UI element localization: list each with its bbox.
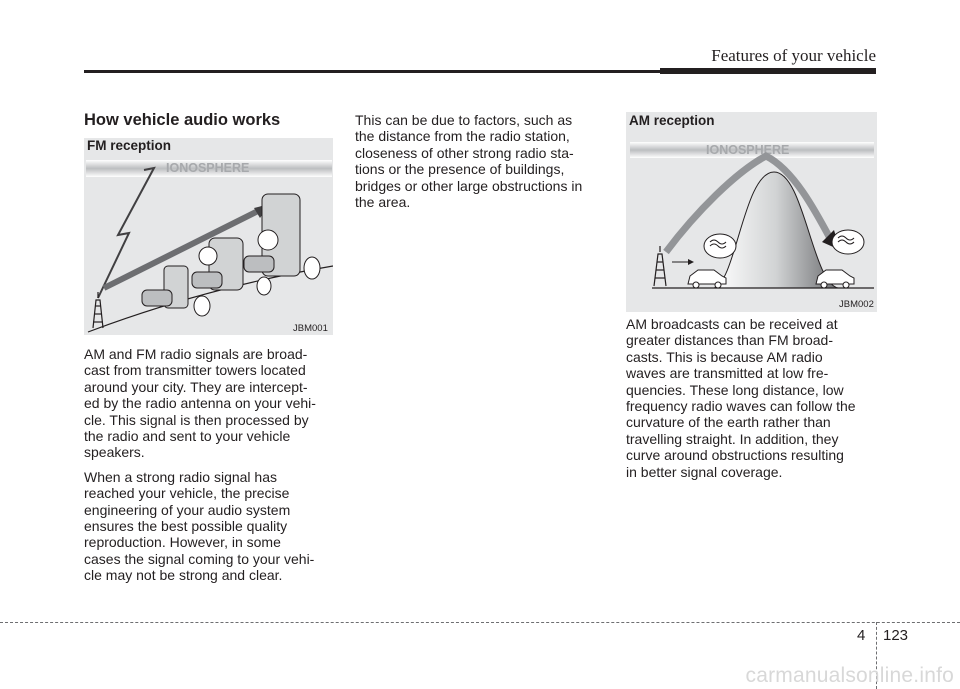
am-reception-figure xyxy=(626,112,877,312)
column-middle-text xyxy=(355,112,605,218)
ionosphere-label: IONOSPHERE xyxy=(706,143,790,157)
am-figure-code: JBM002 xyxy=(839,299,874,310)
column-left-text xyxy=(84,346,334,592)
mountain xyxy=(714,172,838,288)
transmitter-tower-icon xyxy=(654,246,666,286)
running-header-title: Features of your vehicle xyxy=(711,46,876,65)
paragraph: When a strong radio signal has reached your vehicle, the precise engineering of your audio system ensures the best possible quality reproduction. However, in some cases the signal coming to your vehi- cle may not be strong and clear. xyxy=(84,468,315,584)
paragraph: AM broadcasts can be received at greater distances than FM broad- casts. This is because AM radio waves are transmitted at low fre- quencies. These long distance, low frequency radio waves can follow the curvature of the earth rather than travelling straight. In addition, they curve around obstructions resulting in better signal coverage. xyxy=(626,316,856,480)
am-reception-illustration xyxy=(626,112,877,312)
fm-reception-figure xyxy=(84,138,333,335)
fm-reception-illustration xyxy=(84,138,333,335)
section-heading: How vehicle audio works xyxy=(84,111,281,129)
footer-rule xyxy=(0,622,960,623)
fm-figure-caption: FM reception xyxy=(87,138,172,153)
paragraph: This can be due to factors, such as the distance from the radio station, closeness of other strong radio sta- tions or the presence of buildings, bridges or other large obstructions in the area. xyxy=(355,112,583,211)
ionosphere-label: IONOSPHERE xyxy=(166,161,250,175)
am-figure-caption: AM reception xyxy=(629,113,715,128)
column-right-text xyxy=(626,316,877,488)
watermark: carmanualsonline.info xyxy=(745,664,954,687)
chapter-number: 4 xyxy=(857,627,866,644)
page-number: 123 xyxy=(883,627,909,644)
paragraph: AM and FM radio signals are broad- cast from transmitter towers located around your city. They are intercept- ed by the radio antenna on your vehi- cle. This signal is then processed by the radio and sent to your vehicle speakers. xyxy=(84,346,316,461)
transmitter-tower-icon xyxy=(93,292,103,328)
header-rule-accent xyxy=(660,68,876,74)
fm-figure-code: JBM001 xyxy=(293,323,328,334)
